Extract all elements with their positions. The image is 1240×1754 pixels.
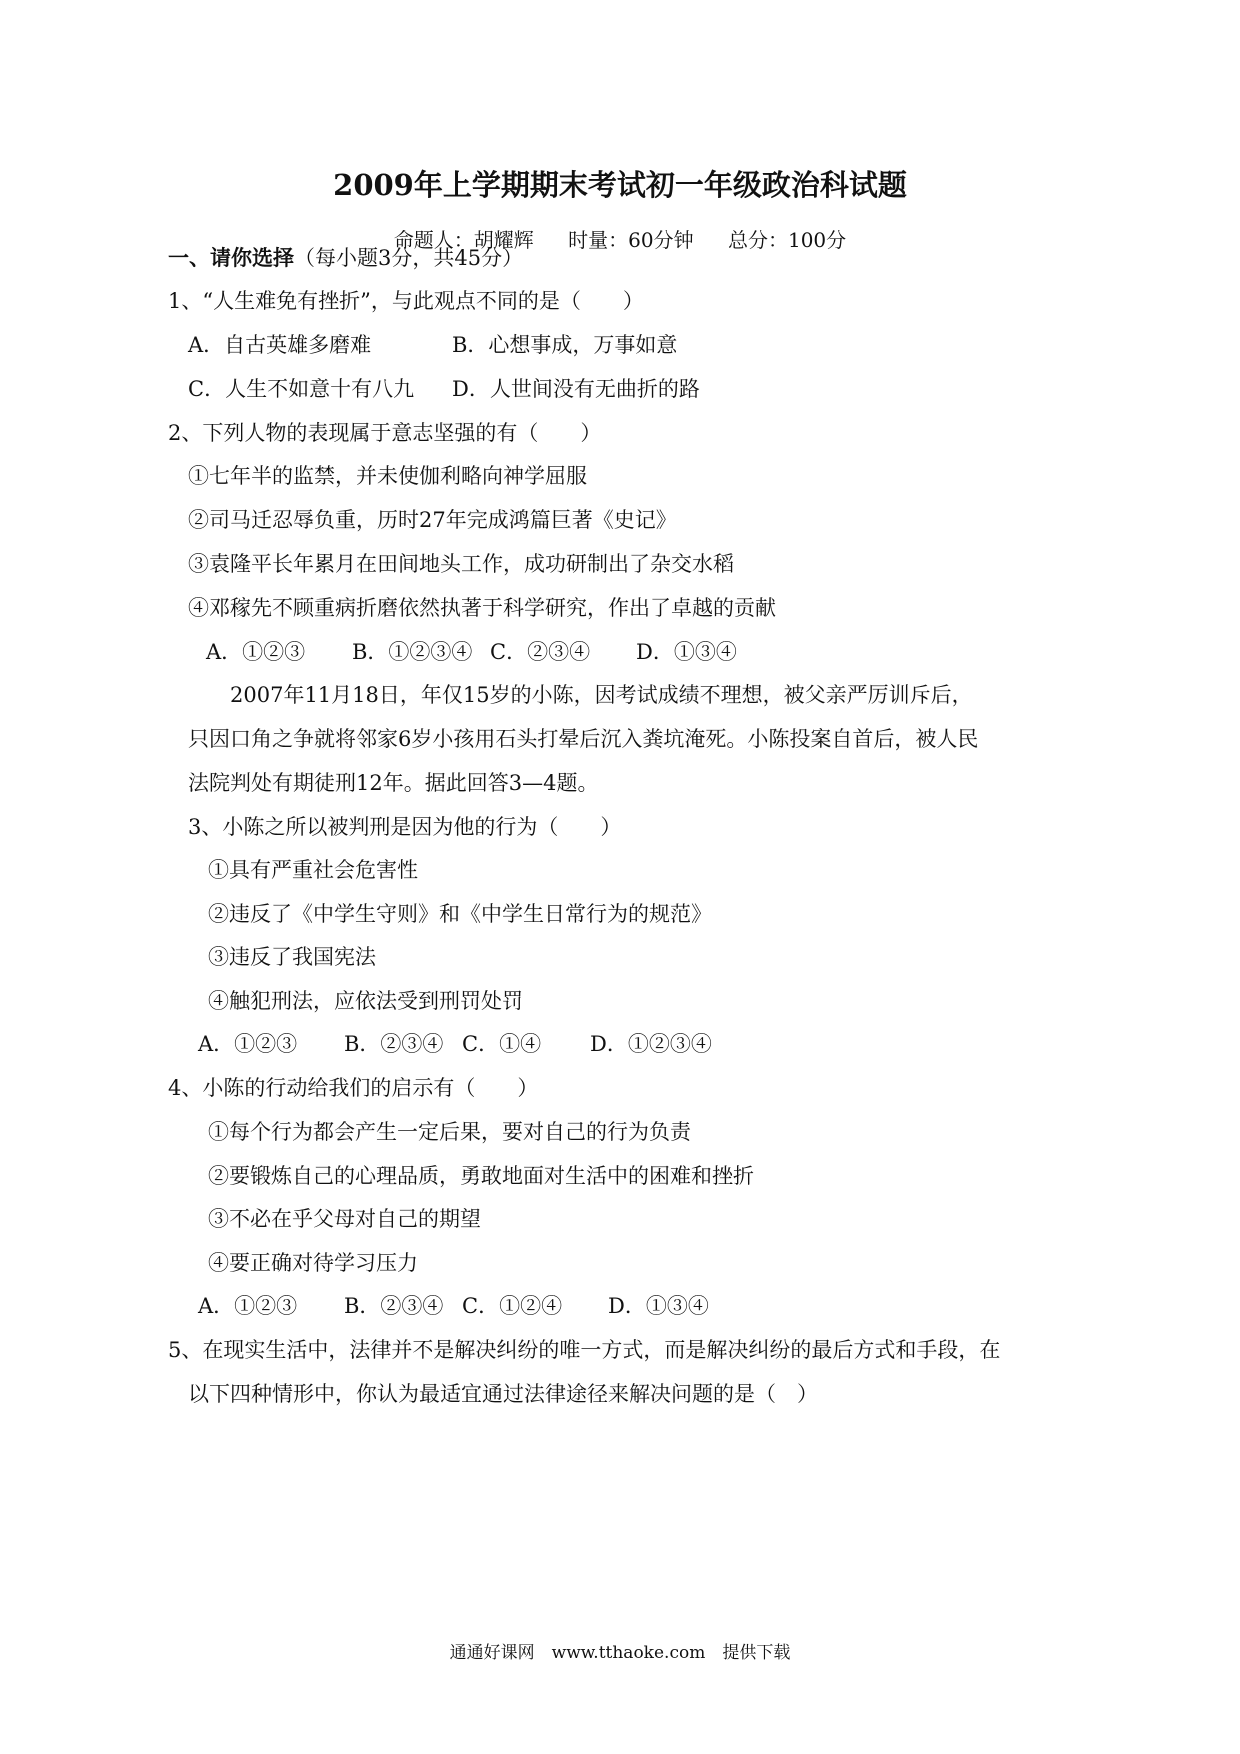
q1-option-d: D．人世间没有无曲折的路: [452, 377, 700, 401]
q3-option-c: C．①④: [462, 1032, 542, 1056]
q3-statement-4: ④触犯刑法，应依法受到刑罚处罚: [208, 989, 523, 1013]
material-line-1: 2007年11月18日，年仅15岁的小陈，因考试成绩不理想，被父亲严厉训斥后，: [230, 683, 973, 707]
meta-total: 总分：100分: [727, 228, 847, 252]
q1-option-row-1: [188, 331, 677, 359]
q1-option-b: B．心想事成，万事如意: [452, 333, 678, 357]
q4-options: [198, 1292, 709, 1320]
page-footer: 通通好课网 www.tthaoke.com 提供下载: [449, 1643, 791, 1663]
q2-statement-3: ③袁隆平长年累月在田间地头工作，成功研制出了杂交水稻: [188, 552, 734, 576]
q5-line-1: 5、在现实生活中，法律并不是解决纠纷的唯一方式，而是解决纠纷的最后方式和手段，在: [168, 1338, 1001, 1362]
q3-option-a: A．①②③: [198, 1032, 298, 1056]
q2-statement-4: ④邓稼先不顾重病折磨依然执著于科学研究，作出了卓越的贡献: [188, 596, 776, 620]
q4-option-c: C．①②④: [462, 1294, 563, 1318]
q2-option-c: C．②③④: [490, 640, 591, 664]
q4-statement-4: ④要正确对待学习压力: [208, 1251, 418, 1275]
meta-duration: 时量：60分钟: [568, 228, 694, 252]
q3-stem: 3、小陈之所以被判刑是因为他的行为（ ）: [188, 815, 622, 839]
q4-option-b: B．②③④: [344, 1294, 444, 1318]
section-title: 一、请你选择: [168, 245, 294, 270]
q3-option-d: D．①②③④: [590, 1032, 712, 1056]
q5-line-2: 以下四种情形中，你认为最适宜通过法律途径来解决问题的是（ ）: [188, 1382, 818, 1406]
q1-stem: 1、“人生难免有挫折”，与此观点不同的是（ ）: [168, 289, 644, 313]
material-line-3: 法院判处有期徒刑12年。据此回答3—4题。: [188, 771, 599, 795]
q1-option-row-2: [188, 375, 700, 403]
q3-statement-3: ③违反了我国宪法: [208, 945, 376, 969]
q2-option-b: B．①②③④: [352, 640, 473, 664]
q2-option-a: A．①②③: [206, 640, 306, 664]
q1-option-a: A．自古英雄多磨难: [188, 333, 372, 357]
q3-statement-2: ②违反了《中学生守则》和《中学生日常行为的规范》: [208, 902, 712, 926]
q4-option-d: D．①③④: [608, 1294, 709, 1318]
q4-statement-2: ②要锻炼自己的心理品质，勇敢地面对生活中的困难和挫折: [208, 1164, 754, 1188]
q4-option-a: A．①②③: [198, 1294, 298, 1318]
page-title: 2009年上学期期末考试初一年级政治科试题: [333, 168, 907, 202]
q3-option-b: B．②③④: [344, 1032, 444, 1056]
q2-statement-1: ①七年半的监禁，并未使伽利略向神学屈服: [188, 464, 587, 488]
material-line-2: 只因口角之争就将邻家6岁小孩用石头打晕后沉入粪坑淹死。小陈投案自首后，被人民: [188, 727, 979, 751]
q2-statement-2: ②司马迁忍辱负重，历时27年完成鸿篇巨著《史记》: [188, 508, 677, 532]
q2-option-d: D．①③④: [636, 640, 737, 664]
q2-stem: 2、下列人物的表现属于意志坚强的有（ ）: [168, 421, 602, 445]
section-heading: [168, 244, 523, 272]
q4-statement-3: ③不必在乎父母对自己的期望: [208, 1207, 481, 1231]
q3-statement-1: ①具有严重社会危害性: [208, 858, 418, 882]
q3-options: [198, 1030, 712, 1058]
meta-author: 命题人：胡耀辉: [393, 228, 534, 252]
section-note: （每小题3分，共45分）: [294, 246, 524, 270]
q4-stem: 4、小陈的行动给我们的启示有（ ）: [168, 1076, 539, 1100]
q1-option-c: C．人生不如意十有八九: [188, 377, 415, 401]
q4-statement-1: ①每个行为都会产生一定后果，要对自己的行为负责: [208, 1120, 691, 1144]
q2-options: [206, 638, 737, 666]
